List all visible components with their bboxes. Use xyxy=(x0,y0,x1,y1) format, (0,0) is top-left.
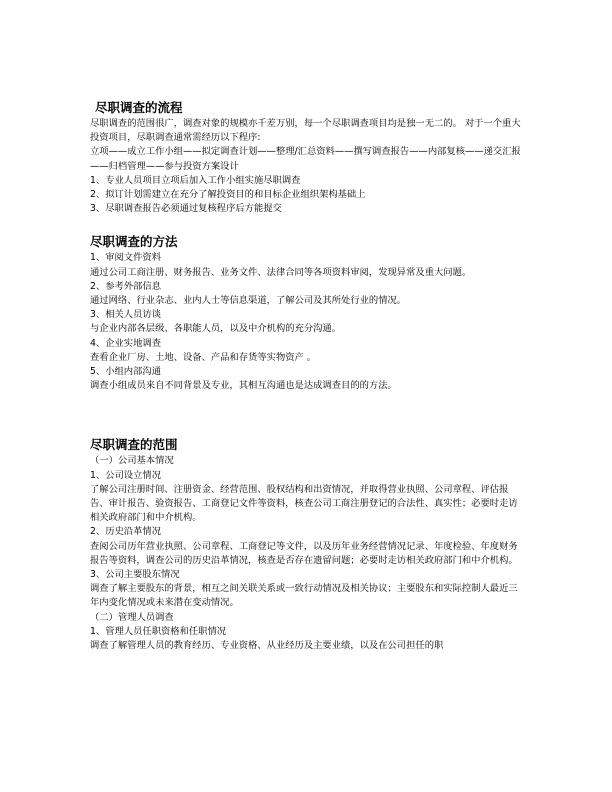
subsection-heading: （一）公司基本情况 xyxy=(90,455,174,467)
list-item: 1、审阅文件资料 xyxy=(90,252,161,264)
section-method xyxy=(90,234,522,393)
list-item: 3、尽职调查报告必须通过复核程序后方能提交 xyxy=(90,203,282,215)
paragraph: 调查了解管理人员的教育经历、专业资格、从业经历及主要业绩，以及在公司担任的职 xyxy=(90,640,444,652)
list-item: 2、历史沿革情况 xyxy=(90,526,161,538)
section-heading: 尽职调查的范围 xyxy=(90,437,178,453)
paragraph: 查阅公司历年营业执照、公司章程、工商登记等文件，以及历年业务经营情况记录、年度检验、年度财务报告等资料，调查公司的历史沿革情况，核查是否存在遗留问题；必要时走访相关政府部门和中介机构。 xyxy=(90,540,518,566)
subsection-heading: （二）管理人员调查 xyxy=(90,611,174,623)
paragraph: 通过公司工商注册、财务报告、业务文件、法律合同等各项资料审阅，发现异常及重大问题。 xyxy=(90,266,472,278)
section-scope xyxy=(90,437,522,653)
list-item: 4、企业实地调查 xyxy=(90,337,161,349)
list-item: 2、参考外部信息 xyxy=(90,280,161,292)
document-page xyxy=(90,100,522,653)
section-flow xyxy=(90,100,522,216)
paragraph: 了解公司注册时间、注册资金、经营范围、股权结构和出资情况，并取得营业执照、公司章程、评估报告、审计报告、验资报告、工商登记文件等资料，核查公司工商注册登记的合法性、真实性；必要时走访相关政府部门和中介机构。 xyxy=(90,483,518,524)
list-item: 1、管理人员任职资格和任职情况 xyxy=(90,625,227,637)
list-item: 2、拟订计划需建立在充分了解投资目的和目标企业组织架构基础上 xyxy=(90,189,366,201)
paragraph: 尽职调查的范围很广，调查对象的规模亦千差万别，每一个尽职调查项目均是独一无二的。 对于一个重大投资项目，尽职调查通常需经历以下程序: xyxy=(90,118,521,144)
section-heading: 尽职调查的方法 xyxy=(90,234,178,250)
paragraph: 立项——成立工作小组——拟定调查计划——整理/汇总资料——撰写调查报告——内部复核——递交汇报——归档管理——参与投资方案设计 xyxy=(90,146,521,172)
paragraph: 通过网络、行业杂志、业内人士等信息渠道，了解公司及其所处行业的情况。 xyxy=(90,295,407,307)
section-heading: 尽职调查的流程 xyxy=(95,100,183,115)
paragraph: 与企业内部各层级、各职能人员，以及中介机构的充分沟通。 xyxy=(90,323,342,335)
list-item: 1、专业人员项目立项后加入工作小组实施尽职调查 xyxy=(90,174,301,186)
list-item: 3、相关人员访谈 xyxy=(90,309,161,321)
list-item: 5、小组内部沟通 xyxy=(90,366,161,378)
paragraph: 调查小组成员来自不同背景及专业，其相互沟通也是达成调查目的的方法。 xyxy=(90,380,397,392)
list-item: 1、公司设立情况 xyxy=(90,469,161,481)
list-item: 3、公司主要股东情况 xyxy=(90,569,180,581)
paragraph: 查看企业厂房、土地、设备、产品和存货等实物资产 。 xyxy=(90,351,317,363)
paragraph: 调查了解主要股东的背景，相互之间关联关系或一致行动情况及相关协议；主要股东和实际控制人最近三年内变化情况或未来潜在变动情况。 xyxy=(90,583,518,609)
